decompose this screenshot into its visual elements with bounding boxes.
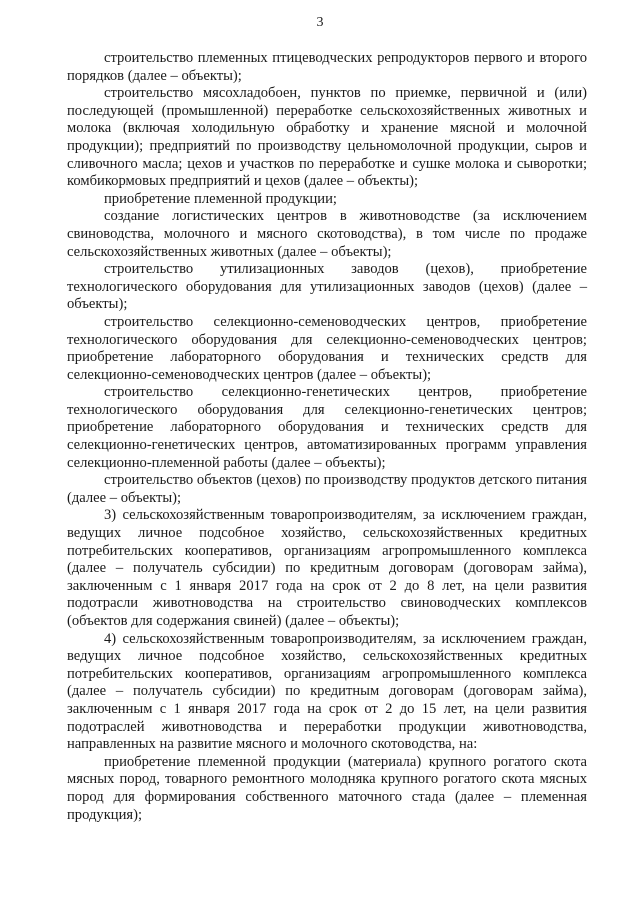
document-body <box>67 50 587 824</box>
paragraph: 3) сельскохозяйственным товаропроизводителям, за исключением граждан, ведущих личное подсобное хозяйство, сельскохозяйственных кредитных потребительских кооперативов, организациям агропромышленного комплекса (далее – получатель субсидии) по кредитным договорам (договорам займа), заключенным с 1 января 2017 года на срок от 2 до 8 лет, на цели развития подотрасли животноводства на строительство свиноводческих комплексов (объектов для содержания свиней) (далее – объекты); <box>67 507 587 629</box>
paragraph: строительство селекционно-генетических центров, приобретение технологического оборудования для селекционно-генетических центров; приобретение лабораторного оборудования и технических средств для селекционно-генетических центров, автоматизированных программ управления селекционно-племенной работы (далее – объекты); <box>67 384 587 471</box>
paragraph: создание логистических центров в животноводстве (за исключением свиноводства, молочного и мясного скотоводства), в том числе по продаже сельскохозяйственных животных (далее – объекты); <box>67 208 587 260</box>
paragraph: приобретение племенной продукции (материала) крупного рогатого скота мясных пород, товарного ремонтного молодняка крупного рогатого скота мясных пород для формирования собственного маточного стада (далее – племенная продукция); <box>67 753 587 823</box>
paragraph: приобретение племенной продукции; <box>104 190 337 207</box>
paragraph: строительство селекционно-семеноводческих центров, приобретение технологического оборудования для селекционно-семеноводческих центров; приобретение лабораторного оборудования и технических средств для селекционно-семеноводческих центров (далее – объекты); <box>67 313 587 383</box>
page-number: 3 <box>316 15 324 30</box>
paragraph: строительство утилизационных заводов (цехов), приобретение технологического оборудования для утилизационных заводов (цехов) (далее – объекты); <box>67 261 587 313</box>
paragraph: строительство мясохладобоен, пунктов по приемке, первичной и (или) последующей (промышленной) переработке сельскохозяйственных животных и молока (включая холодильную обработку и хранение мясной и молочной продукции); предприятий по производству цельномолочной продукции, сыров и сливочного масла; цехов и участков по переработке и сушке молока и сыворотки; комбикормовых предприятий и цехов (далее – объекты); <box>67 85 587 190</box>
paragraph: строительство объектов (цехов) по производству продуктов детского питания (далее – объекты); <box>67 472 587 506</box>
paragraph: 4) сельскохозяйственным товаропроизводителям, за исключением граждан, ведущих личное подсобное хозяйство, сельскохозяйственных кредитных потребительских кооперативов, организациям агропромышленного комплекса (далее – получатель субсидии) по кредитным договорам (договорам займа), заключенным с 1 января 2017 года на срок от 2 до 15 лет, на цели развития подотраслей животноводства и переработки продукции животноводства, направленных на развитие мясного и молочного скотоводства, на: <box>67 630 587 753</box>
paragraph: строительство племенных птицеводческих репродукторов первого и второго порядков (далее – объекты); <box>67 50 587 84</box>
